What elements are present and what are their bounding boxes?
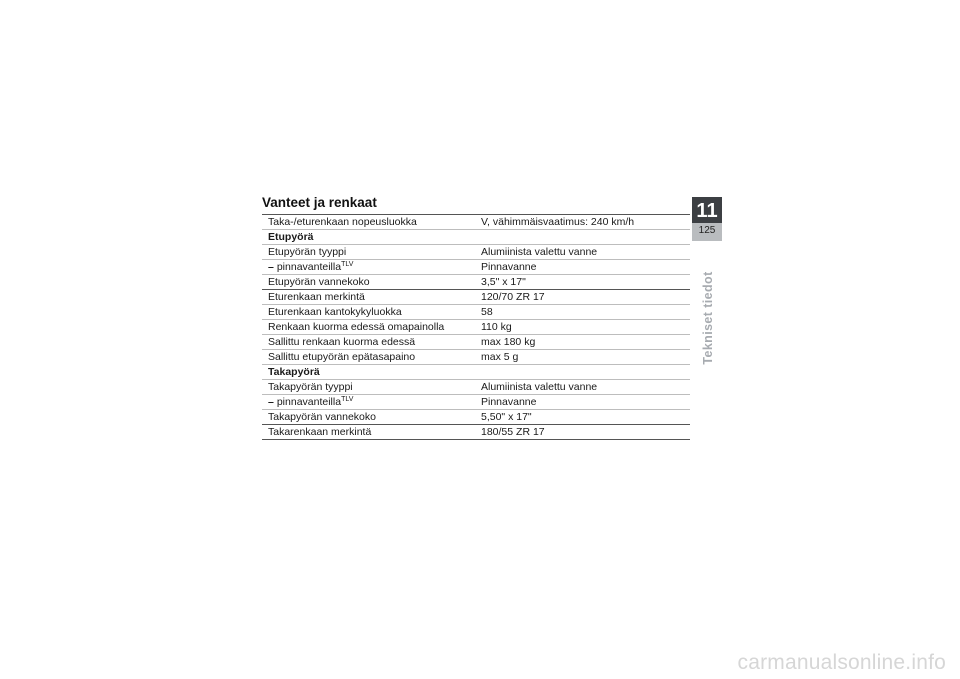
spec-value: Pinnavanne [475, 395, 690, 410]
spec-value: 5,50" x 17" [475, 410, 690, 425]
spec-label: Etupyörän tyyppi [262, 245, 475, 260]
chapter-number: 11 [692, 197, 722, 223]
spec-sub-label: pinnavanteilla [276, 261, 342, 273]
dash-icon: – [268, 261, 274, 273]
spec-value: max 5 g [475, 350, 690, 365]
section-title: Vanteet ja renkaat [262, 195, 377, 210]
chapter-side-tab: Tekniset tiedot [701, 271, 715, 365]
spec-label: Eturenkaan kantokykyluokka [262, 305, 475, 320]
spec-value: 58 [475, 305, 690, 320]
spec-value: Alumiinista valettu vanne [475, 380, 690, 395]
table-row [262, 305, 690, 320]
spec-value: V, vähimmäisvaatimus: 240 km/h [475, 215, 690, 230]
section-heading-front-wheel: Etupyörä [262, 230, 690, 245]
table-row [262, 215, 690, 230]
table-row [262, 395, 690, 410]
spec-label: Takarenkaan merkintä [262, 425, 475, 440]
spec-label: Takapyörän tyyppi [262, 380, 475, 395]
spec-label: Takapyörän vannekoko [262, 410, 475, 425]
spec-label: Renkaan kuorma edessä omapainolla [262, 320, 475, 335]
spec-value: 3,5" x 17" [475, 275, 690, 290]
table-row [262, 260, 690, 275]
spec-sub-label: pinnavanteilla [276, 396, 342, 408]
table-row [262, 380, 690, 395]
table-row [262, 425, 690, 440]
spec-value: 110 kg [475, 320, 690, 335]
table-section-row [262, 230, 690, 245]
table-section-row [262, 365, 690, 380]
table-row [262, 245, 690, 260]
spec-value: Alumiinista valettu vanne [475, 245, 690, 260]
spec-label: Sallittu etupyörän epätasapaino [262, 350, 475, 365]
spec-value: 180/55 ZR 17 [475, 425, 690, 440]
spec-label: Etupyörän vannekoko [262, 275, 475, 290]
table-row [262, 350, 690, 365]
table-row [262, 320, 690, 335]
section-heading-rear-wheel: Takapyörä [262, 365, 690, 380]
table-row [262, 290, 690, 305]
watermark: carmanualsonline.info [737, 651, 946, 674]
page-number: 125 [698, 225, 716, 236]
wheels-tires-spec-table [262, 214, 690, 440]
spec-label: Taka-/eturenkaan nopeusluokka [262, 215, 475, 230]
tlv-superscript: TLV [341, 396, 354, 403]
table-row [262, 410, 690, 425]
tlv-superscript: TLV [341, 261, 354, 268]
spec-label-sub [262, 260, 475, 275]
spec-value: Pinnavanne [475, 260, 690, 275]
table-row [262, 335, 690, 350]
table-row [262, 275, 690, 290]
spec-label: Eturenkaan merkintä [262, 290, 475, 305]
spec-label-sub [262, 395, 475, 410]
spec-value: max 180 kg [475, 335, 690, 350]
dash-icon: – [268, 396, 274, 408]
spec-label: Sallittu renkaan kuorma edessä [262, 335, 475, 350]
spec-value: 120/70 ZR 17 [475, 290, 690, 305]
